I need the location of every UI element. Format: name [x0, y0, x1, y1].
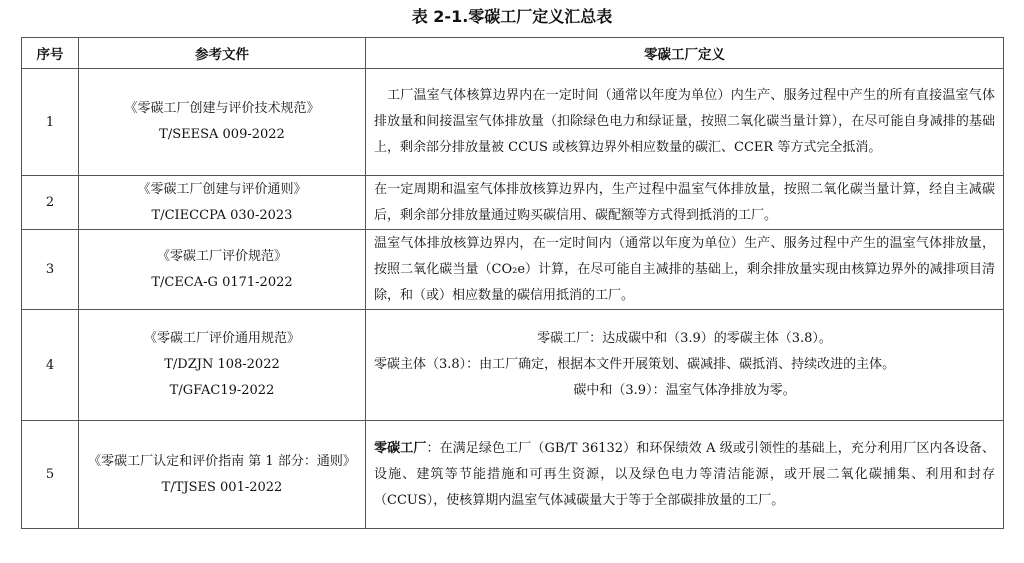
def-term: 零碳工厂: [374, 440, 427, 456]
table-title: 表 2-1.零碳工厂定义汇总表: [411, 7, 613, 26]
row-ref: [79, 176, 366, 230]
row-seq: 2: [22, 176, 79, 230]
row-def: [366, 69, 1004, 176]
row-ref: [79, 421, 366, 529]
ref-doc-code-2: T/GFAC19-2022: [169, 383, 275, 398]
row-ref: [79, 310, 366, 421]
row-seq: 1: [22, 69, 79, 176]
ref-doc-code: T/CIECCPA 030-2023: [151, 207, 293, 223]
ref-doc-name: 《零碳工厂评价通用规范》: [143, 331, 300, 346]
row-ref: [79, 230, 366, 310]
header-def: 零碳工厂定义: [366, 38, 1004, 69]
table-row: [22, 176, 1004, 230]
def-body: ：在满足绿色工厂（GB/T 36132）和环保绩效 A 级或引领性的基础上，充分利用厂区内各设备、设施、建筑等节能措施和可再生资源，以及绿色电力等清洁能源，或开展二氧化碳捕集、利用和封存（CCUS），使核算期内温室气体减碳量大于等于全部碳排放量的工厂。: [374, 440, 995, 508]
ref-doc-code: T/CECA-G 0171-2022: [151, 274, 293, 290]
definition-table: [21, 37, 1004, 529]
table-row: [22, 69, 1004, 176]
row-def: [366, 310, 1004, 421]
row-seq: 3: [22, 230, 79, 310]
header-ref: 参考文件: [79, 38, 366, 69]
ref-doc-code: T/DZJN 108-2022: [164, 357, 280, 372]
def-text: 工厂温室气体核算边界内在一定时间（通常以年度为单位）内生产、服务过程中产生的所有直接温室气体排放量和间接温室气体排放量（扣除绿色电力和绿证量，按照二氧化碳当量计算），在尽可能自身减排的基础上，剩余部分排放量被 CCUS 或核算边界外相应数量的碳汇、CCER 等方式完全抵消。: [374, 88, 995, 155]
def-text: 零碳主体（3.8）：由工厂确定，根据本文件开展策划、碳减排、碳抵消、持续改进的主体。: [374, 357, 896, 372]
ref-doc-code: T/SEESA 009-2022: [159, 127, 285, 142]
def-text: 在一定周期和温室气体排放核算边界内，生产过程中温室气体排放量，按照二氧化碳当量计算，经自主减碳后，剩余部分排放量通过购买碳信用、碳配额等方式得到抵消的工厂。: [374, 181, 995, 223]
def-text: 温室气体排放核算边界内，在一定时间内（通常以年度为单位）生产、服务过程中产生的温室气体排放量，按照二氧化碳当量（CO₂e）计算，在尽可能自主减排的基础上，剩余排放量实现由核算边界外的减排项目清除，和（或）相应数量的碳信用抵消的工厂。: [374, 235, 995, 303]
row-def: [366, 421, 1004, 529]
ref-doc-name: 《零碳工厂创建与评价技术规范》: [124, 101, 320, 116]
def-text: 碳中和（3.9）：温室气体净排放为零。: [573, 383, 796, 398]
def-text: [374, 436, 995, 514]
row-def: [366, 230, 1004, 310]
row-def: [366, 176, 1004, 230]
ref-doc-name: 《零碳工厂认定和评价指南 第 1 部分：通则》: [88, 453, 356, 469]
def-text: 零碳工厂：达成碳中和（3.9）的零碳主体（3.8）。: [537, 331, 832, 346]
ref-doc-name: 《零碳工厂评价规范》: [156, 248, 287, 264]
table-row: [22, 421, 1004, 529]
row-ref: [79, 69, 366, 176]
row-seq: 4: [22, 310, 79, 421]
header-row: [22, 38, 1004, 69]
row-seq: 5: [22, 421, 79, 529]
ref-doc-name: 《零碳工厂创建与评价通则》: [137, 181, 307, 197]
ref-doc-code: T/TJSES 001-2022: [161, 479, 283, 495]
table-row: [22, 310, 1004, 421]
header-seq: 序号: [22, 38, 79, 69]
table-row: [22, 230, 1004, 310]
